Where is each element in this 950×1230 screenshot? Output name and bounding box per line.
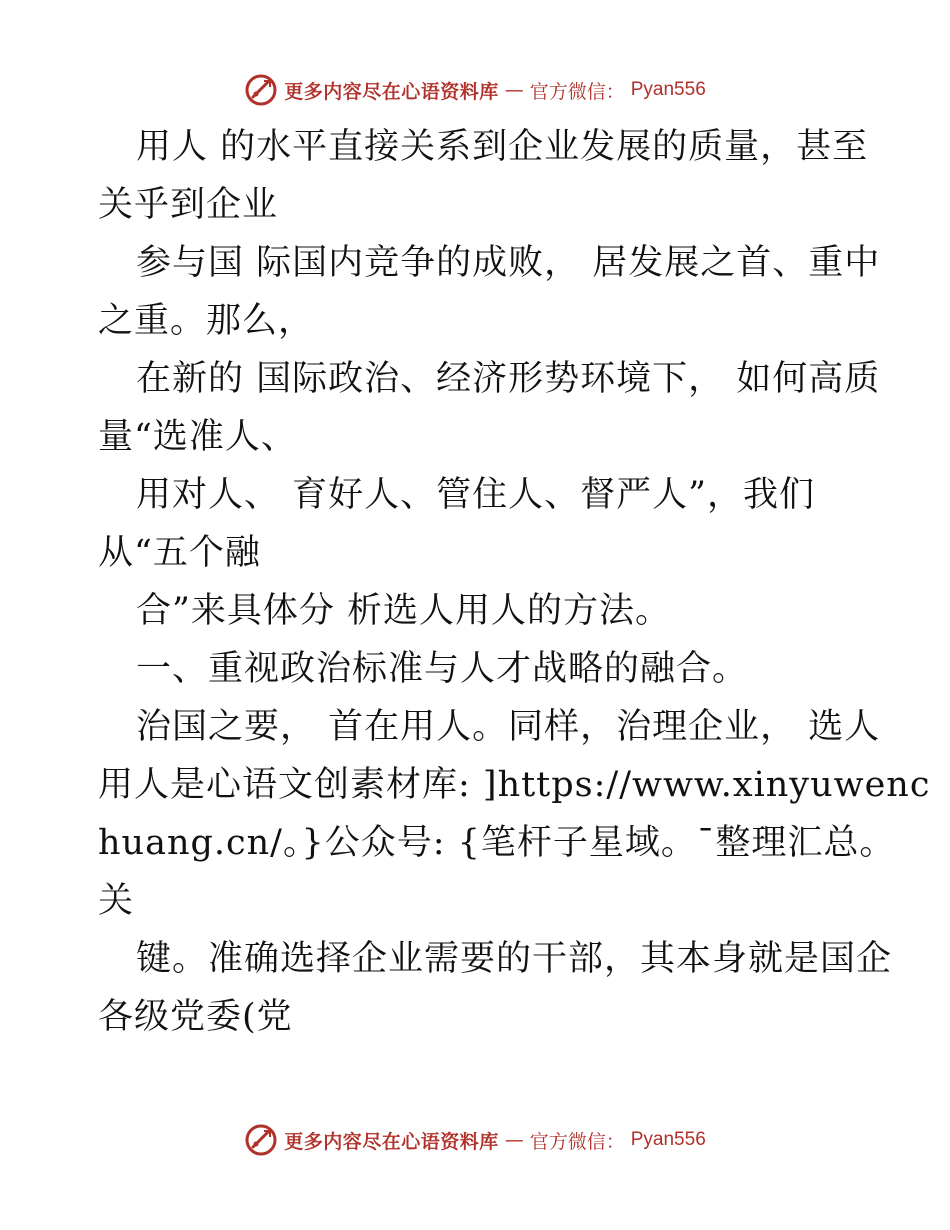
text-line-15: 键。准确选择企业需要的干部，其本身就是国企 <box>136 939 893 979</box>
text-line-1: 用人 的水平直接关系到企业发展的质量，甚至 <box>136 127 869 167</box>
header-banner-text: 更多内容尽在心语资料库 <box>284 80 499 103</box>
footer-banner-text: 更多内容尽在心语资料库 <box>284 1130 499 1153</box>
footer-banner-wechat-label: 官方微信： <box>529 1130 625 1153</box>
document-body <box>98 118 931 1046</box>
page-footer <box>0 1122 950 1158</box>
text-line-7: 用对人、 育好人、管住人、督严人”，我们 <box>136 475 816 515</box>
text-line-10: 一、重视政治标准与人才战略的融合。 <box>136 649 749 689</box>
text-line-16: 各级党委(党 <box>98 997 293 1037</box>
text-line-3: 参与国 际国内竞争的成败， 居发展之首、重中 <box>136 243 881 283</box>
footer-banner-wechat-id: Pyan556 <box>630 1129 706 1150</box>
page-header <box>0 72 950 108</box>
text-line-13: huang.cn/。}公众号: {笔杆子星域。¯整理汇总。 <box>98 823 896 863</box>
text-line-2: 关乎到企业 <box>98 185 279 225</box>
text-line-14: 关 <box>98 881 135 921</box>
header-banner-dash: — <box>504 79 524 101</box>
header-banner-wechat-id: Pyan556 <box>630 79 706 100</box>
header-banner <box>244 73 706 107</box>
text-line-4: 之重。那么， <box>98 301 315 341</box>
text-line-5: 在新的 国际政治、经济形势环境下， 如何高质 <box>136 359 881 399</box>
brand-logo-icon <box>244 1123 278 1157</box>
text-line-9: 合”来具体分 析选人用人的方法。 <box>136 591 672 631</box>
text-line-12: 用人是心语文创素材库: ]https://www.xinyuwenc <box>98 765 931 805</box>
footer-banner-dash: — <box>504 1129 524 1151</box>
text-line-11: 治国之要， 首在用人。同样，治理企业， 选人 <box>136 707 881 747</box>
footer-banner <box>244 1123 706 1157</box>
text-line-8: 从“五个融 <box>98 533 261 573</box>
brand-logo-icon <box>244 73 278 107</box>
header-banner-wechat-label: 官方微信： <box>529 80 625 103</box>
text-line-6: 量“选准人、 <box>98 417 297 457</box>
